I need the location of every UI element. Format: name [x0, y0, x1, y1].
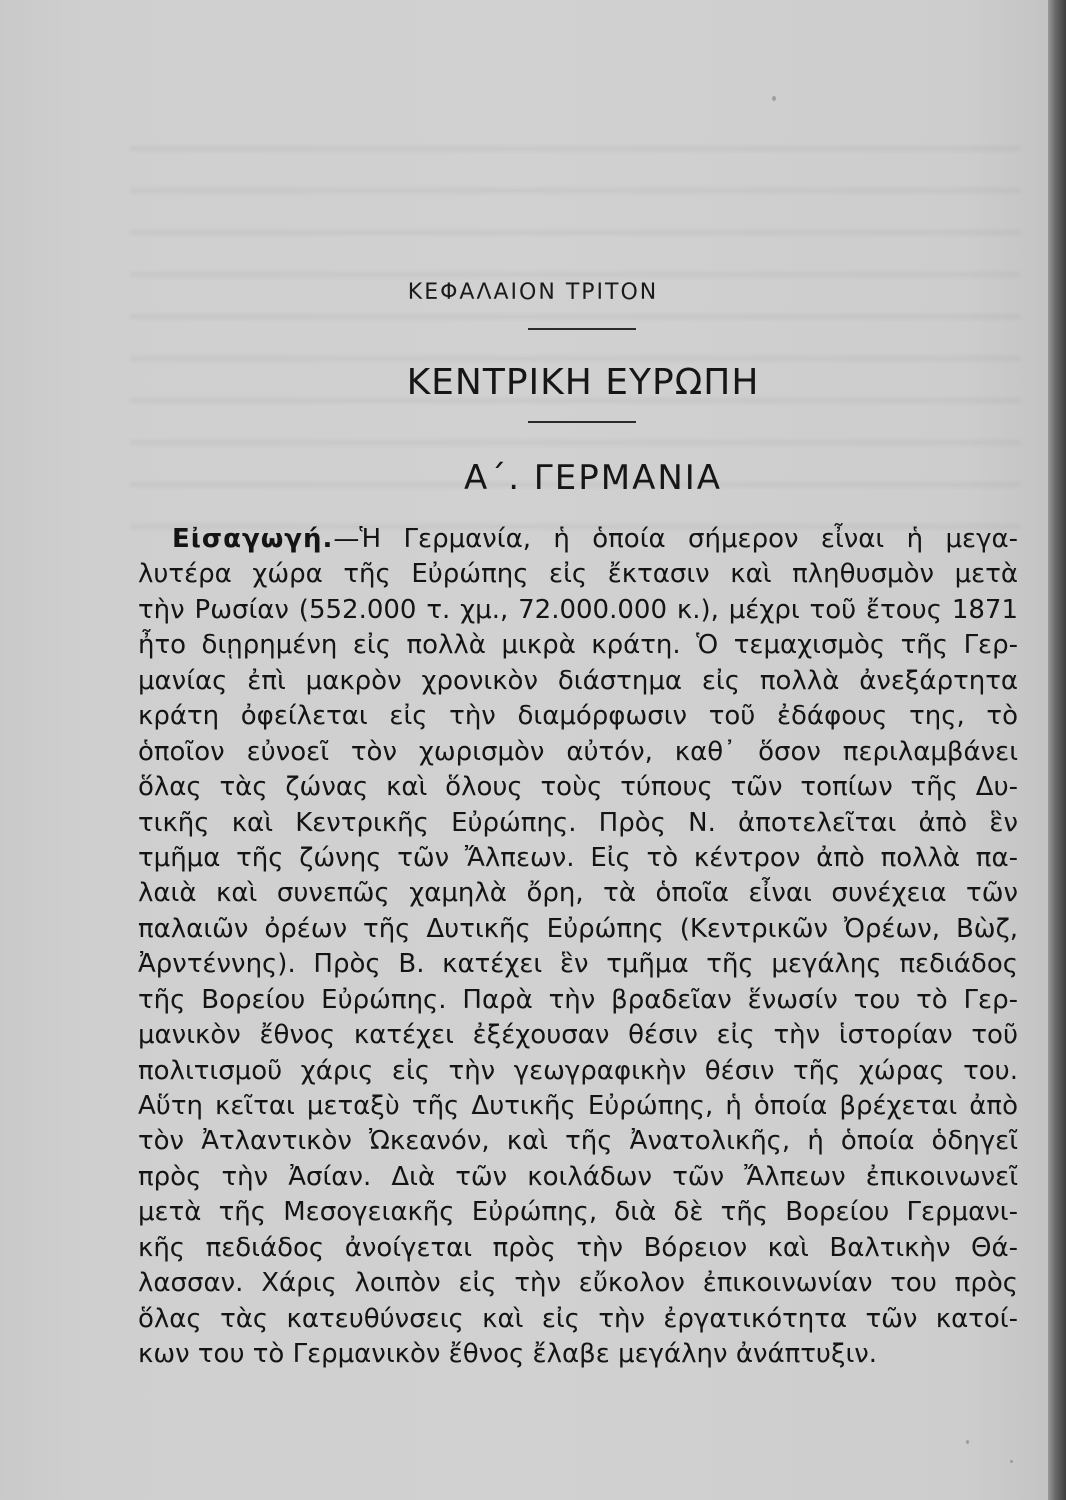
paper-speck	[966, 1440, 969, 1444]
text-line: ὁποῖον εὐνοεῖ τὸν χωρισμὸν αὐτόν, καθ᾽ ὅσον περιλαμβάνει	[138, 736, 1018, 767]
text-line: ὅλας τὰς ζώνας καὶ ὅλους τοὺς τύπους τῶν τοπίων τῆς Δυ-	[138, 772, 1018, 803]
text-line: τὸν Ἀτλαντικὸν Ὠκεανόν, καὶ τῆς Ἀνατολικῆς, ἡ ὁποία ὁδηγεῖ	[138, 1126, 1018, 1157]
text-line: τὴν Ρωσίαν (552.000 τ. χμ., 72.000.000 κ.), μέχρι τοῦ ἔτους 1871	[138, 594, 1018, 625]
text-line: λυτέρα χώρα τῆς Εὐρώπης εἰς ἔκτασιν καὶ πληθυσμὸν μετὰ	[138, 559, 1018, 590]
text-line: λασσαν. Χάρις λοιπὸν εἰς τὴν εὔκολον ἐπικοινωνίαν του πρὸς	[138, 1268, 1018, 1299]
text-line: πρὸς τὴν Ἀσίαν. Διὰ τῶν κοιλάδων τῶν Ἄλπεων ἐπικοινωνεῖ	[138, 1161, 1018, 1192]
text-line: παλαιῶν ὀρέων τῆς Δυτικῆς Εὐρώπης (Κεντρικῶν Ὀρέων, Βὼζ,	[138, 913, 1018, 944]
text-line: τικῆς καὶ Κεντρικῆς Εὐρώπης. Πρὸς Ν. ἀποτελεῖται ἀπὸ ἓν	[138, 807, 1018, 838]
text-line: μανικὸν ἔθνος κατέχει ἐξέχουσαν θέσιν εἰς τὴν ἱστορίαν τοῦ	[138, 1020, 1018, 1051]
text-line	[138, 522, 1018, 557]
text-line: πολιτισμοῦ χάρις εἰς τὴν γεωγραφικὴν θέσιν τῆς χώρας του.	[138, 1055, 1018, 1086]
divider-rule	[528, 421, 636, 423]
paragraph-lead: Εἰσαγωγή.	[172, 524, 334, 554]
chapter-label: ΚΕΦΑΛΑΙΟΝ ΤΡΙΤΟΝ	[407, 280, 659, 305]
text-line: Αὕτη κεῖται μεταξὺ τῆς Δυτικῆς Εὐρώπης, ἡ ὁποία βρέχεται ἀπὸ	[138, 1091, 1018, 1121]
text-line: Ἀρντέννης). Πρὸς Β. κατέχει ἓν τμῆμα τῆς μεγάλης πεδιάδος	[138, 949, 1018, 980]
body-paragraph	[138, 522, 1018, 1373]
section-title: Α΄. ΓΕΡΜΑΝΙΑ	[463, 458, 723, 498]
text-line-content: —Ἡ Γερμανία, ἡ ὁποία σήμερον εἶναι ἡ μεγα-	[333, 524, 1018, 554]
text-line: ὅλας τὰς κατευθύνσεις καὶ εἰς τὴν ἐργατικότητα τῶν κατοί-	[138, 1303, 1018, 1334]
text-line: κῆς πεδιάδος ἀνοίγεται πρὸς τὴν Βόρειον καὶ Βαλτικὴν Θά-	[138, 1232, 1018, 1263]
text-line: μανίας ἐπὶ μακρὸν χρονικὸν διάστημα εἰς πολλὰ ἀνεξάρτητα	[138, 665, 1018, 696]
book-binding-edge	[1048, 0, 1066, 1500]
text-line: ἦτο διῃρημένη εἰς πολλὰ μικρὰ κράτη. Ὁ τεμαχισμὸς τῆς Γερ-	[138, 630, 1018, 661]
text-line: κων του τὸ Γερμανικὸν ἔθνος ἔλαβε μεγάλην ἀνάπτυξιν.	[138, 1339, 878, 1370]
text-line: τμῆμα τῆς ζώνης τῶν Ἄλπεων. Εἰς τὸ κέντρον ἀπὸ πολλὰ πα-	[138, 842, 1018, 873]
chapter-title: ΚΕΝΤΡΙΚΗ ΕΥΡΩΠΗ	[406, 362, 760, 403]
text-line: τῆς Βορείου Εὐρώπης. Παρὰ τὴν βραδεῖαν ἕνωσίν του τὸ Γερ-	[138, 984, 1018, 1015]
paper-speck	[772, 96, 776, 101]
paper-speck	[1010, 1460, 1013, 1463]
text-line: κράτη ὀφείλεται εἰς τὴν διαμόρφωσιν τοῦ ἐδάφους της, τὸ	[138, 701, 1018, 732]
text-line: μετὰ τῆς Μεσογειακῆς Εὐρώπης, διὰ δὲ τῆς Βορείου Γερμανι-	[138, 1197, 1018, 1228]
text-line: λαιὰ καὶ συνεπῶς χαμηλὰ ὄρη, τὰ ὁποῖα εἶναι συνέχεια τῶν	[138, 878, 1018, 909]
divider-rule	[528, 328, 636, 330]
